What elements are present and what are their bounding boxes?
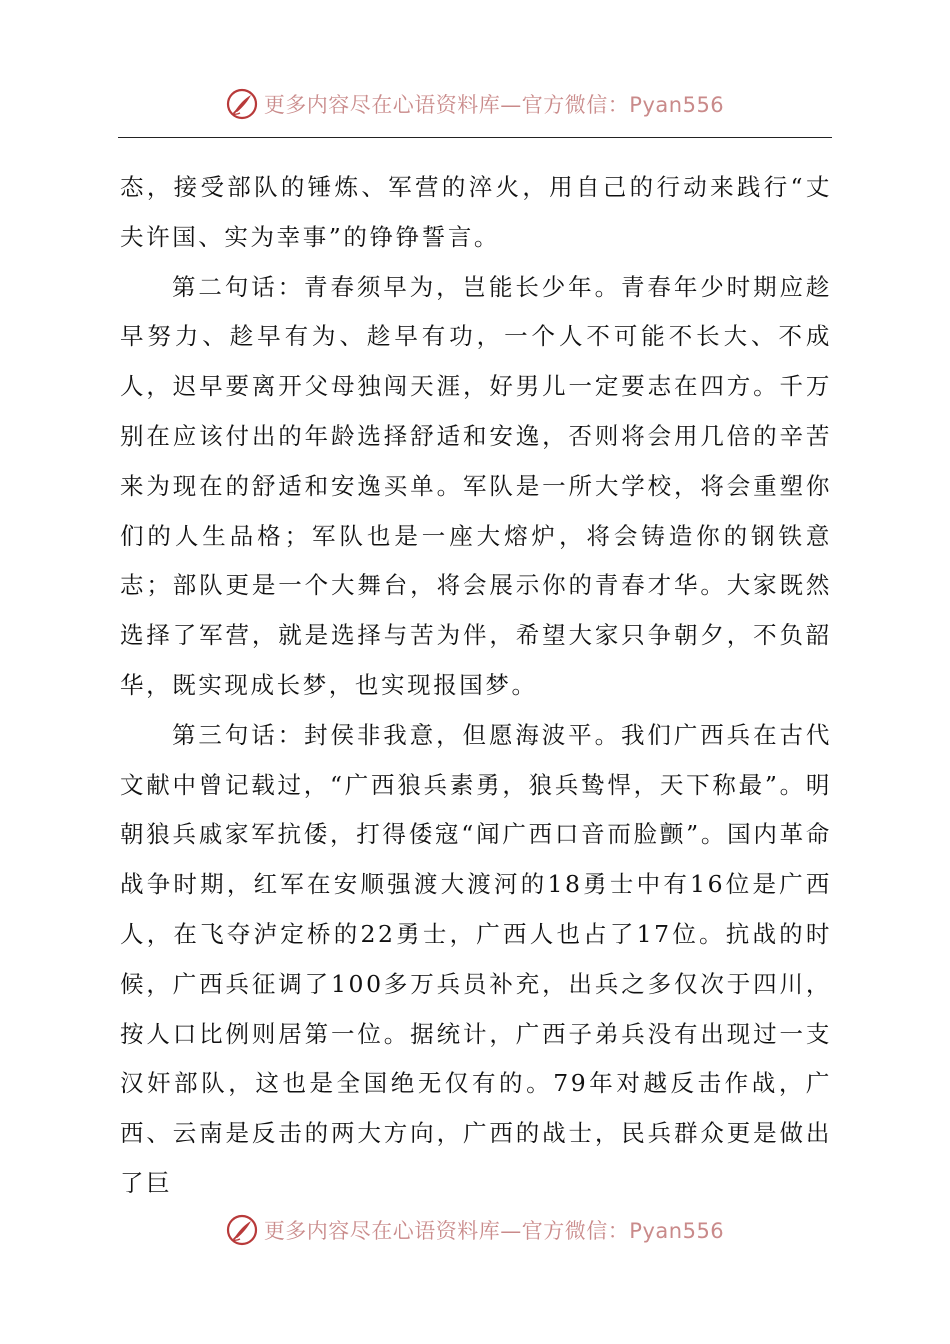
footer-watermark [0, 1210, 950, 1250]
document-body [120, 163, 832, 1209]
paragraph-continued: 态，接受部队的锤炼、军营的淬火，用自己的行动来践行“丈夫许国、实为幸事”的铮铮誓言。 [120, 173, 832, 251]
quill-pen-logo-icon [226, 88, 258, 120]
paragraph-third-saying: 第三句话：封侯非我意，但愿海波平。我们广西兵在古代文献中曾记载过，“广西狼兵素勇，狼兵鸷悍，天下称最”。明朝狼兵戚家军抗倭，打得倭寇“闻广西口音而脸颤”。国内革命战争时期，红军在安顺强渡大渡河的18勇士中有16位是广西人，在飞夺泸定桥的22勇士，广西人也占了17位。抗战的时候，广西兵征调了100多万兵员补充，出兵之多仅次于四川，按人口比例则居第一位。据统计，广西子弟兵没有出现过一支汉奸部队，这也是全国绝无仅有的。79年对越反击作战，广西、云南是反击的两大方向，广西的战士，民兵群众更是做出了巨 [120, 720, 832, 1197]
header-watermark [0, 84, 950, 124]
paragraph-second-saying: 第二句话：青春须早为，岂能长少年。青春年少时期应趁早努力、趁早有为、趁早有功，一个人不可能不长大、不成人，迟早要离开父母独闯天涯，好男儿一定要志在四方。千万别在应该付出的年龄选择舒适和安逸，否则将会用几倍的辛苦来为现在的舒适和安逸买单。军队是一所大学校，将会重塑你们的人生品格；军队也是一座大熔炉，将会铸造你的钢铁意志；部队更是一个大舞台，将会展示你的青春才华。大家既然选择了军营，就是选择与苦为伴，希望大家只争朝夕，不负韶华，既实现成长梦，也实现报国梦。 [120, 272, 832, 699]
quill-pen-logo-icon [226, 1214, 258, 1246]
watermark-text: 更多内容尽在心语资料库—官方微信：Pyan556 [263, 1219, 725, 1243]
header-divider [118, 137, 832, 138]
watermark-text: 更多内容尽在心语资料库—官方微信：Pyan556 [263, 93, 725, 117]
